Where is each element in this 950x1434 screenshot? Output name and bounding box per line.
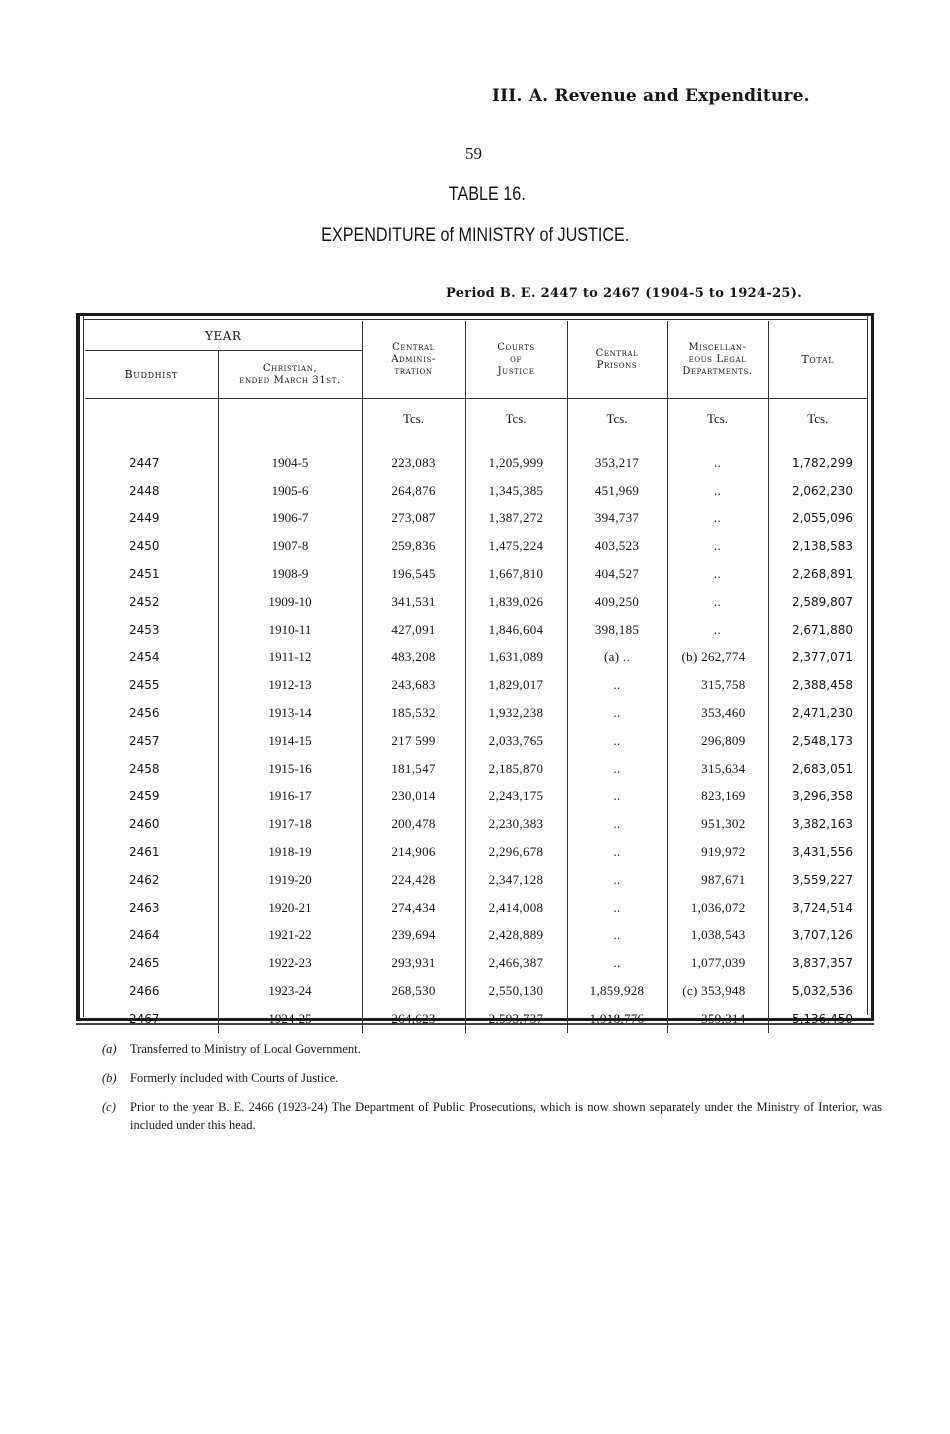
table-row xyxy=(85,866,867,894)
header-central-administration xyxy=(362,321,465,399)
cell-christian-year: 1921-22 xyxy=(218,922,362,950)
footnote-text: Prior to the year B. E. 2466 (1923-24) The Department of Public Prosecutions, which is now shown separately under the Ministry of Interior, was included under this head. xyxy=(130,1100,882,1132)
footnote-label: (c) xyxy=(102,1100,116,1114)
cell-christian-year: 1912-13 xyxy=(218,671,362,699)
table-row xyxy=(85,588,867,616)
units-central-prisons: Tcs. xyxy=(567,399,667,450)
table-row xyxy=(85,949,867,977)
cell-buddhist-year: 2449 xyxy=(85,505,218,533)
footnote-text: Transferred to Ministry of Local Government. xyxy=(130,1042,361,1056)
units-courts-of-justice: Tcs. xyxy=(465,399,567,450)
cell-courts-of-justice: 1,839,026 xyxy=(465,588,567,616)
footnotes xyxy=(102,1040,882,1145)
cell-central-administration: 427,091 xyxy=(362,616,465,644)
cell-courts-of-justice: 1,667,810 xyxy=(465,560,567,588)
units-christian xyxy=(218,399,362,450)
table-row xyxy=(85,755,867,783)
table-border-top-inner xyxy=(83,319,868,320)
cell-buddhist-year: 2451 xyxy=(85,560,218,588)
cell-buddhist-year: 2461 xyxy=(85,838,218,866)
header-text: ended March 31st. xyxy=(239,374,341,386)
table-row xyxy=(85,560,867,588)
cell-total: 3,724,514 xyxy=(791,900,854,915)
section-header: III. A. Revenue and Expenditure. xyxy=(492,86,810,106)
cell-central-prisons: .. xyxy=(567,922,667,950)
cell-buddhist-year: 2465 xyxy=(85,949,218,977)
cell-courts-of-justice: 2,428,889 xyxy=(465,922,567,950)
cell-central-administration: 483,208 xyxy=(362,644,465,672)
cell-central-prisons: 451,969 xyxy=(567,477,667,505)
cell-total: 2,138,583 xyxy=(791,539,854,554)
cell-misc-legal-departments: .. xyxy=(667,616,768,644)
cell-central-prisons: 1,918,776 xyxy=(567,1005,667,1033)
cell-misc-legal-departments: .. xyxy=(667,560,768,588)
cell-buddhist-year: 2452 xyxy=(85,588,218,616)
table-row xyxy=(85,671,867,699)
cell-central-prisons: 409,250 xyxy=(567,588,667,616)
cell-central-prisons: .. xyxy=(567,783,667,811)
table-title xyxy=(0,184,950,206)
cell-buddhist-year: 2457 xyxy=(85,727,218,755)
cell-buddhist-year: 2464 xyxy=(85,922,218,950)
cell-courts-of-justice: 1,829,017 xyxy=(465,671,567,699)
table-subtitle-text: EXPENDITURE of MINISTRY of JUSTICE. xyxy=(320,225,630,246)
table-row xyxy=(85,922,867,950)
table-row xyxy=(85,699,867,727)
cell-misc-legal-departments: 987,671 xyxy=(667,866,768,894)
cell-misc-legal-departments: 1,077,039 xyxy=(667,949,768,977)
footnote-c xyxy=(102,1098,882,1134)
table-header xyxy=(85,321,867,449)
table-border-right-inner xyxy=(867,315,868,1015)
cell-courts-of-justice: 2,296,678 xyxy=(465,838,567,866)
footnote-b xyxy=(102,1069,882,1087)
table-row xyxy=(85,616,867,644)
cell-central-prisons: .. xyxy=(567,671,667,699)
cell-total: 2,268,891 xyxy=(791,567,854,582)
cell-central-prisons: 404,527 xyxy=(567,560,667,588)
cell-central-administration: 243,683 xyxy=(362,671,465,699)
table-row xyxy=(85,894,867,922)
cell-central-administration: 268,530 xyxy=(362,977,465,1005)
table-row xyxy=(85,532,867,560)
units-central-administration: Tcs. xyxy=(362,399,465,450)
cell-courts-of-justice: 2,550,130 xyxy=(465,977,567,1005)
cell-buddhist-year: 2460 xyxy=(85,810,218,838)
cell-courts-of-justice: 2,033,765 xyxy=(465,727,567,755)
header-total: Total xyxy=(768,321,867,399)
cell-misc-legal-departments: (b) 262,774 xyxy=(667,644,768,672)
footnote-label: (a) xyxy=(102,1042,117,1056)
cell-christian-year: 1913-14 xyxy=(218,699,362,727)
cell-central-administration: 223,083 xyxy=(362,449,465,477)
cell-buddhist-year: 2458 xyxy=(85,755,218,783)
footnote-a xyxy=(102,1040,882,1058)
header-misc-legal-departments xyxy=(667,321,768,399)
cell-courts-of-justice: 2,243,175 xyxy=(465,783,567,811)
cell-courts-of-justice: 1,932,238 xyxy=(465,699,567,727)
cell-buddhist-year: 2455 xyxy=(85,671,218,699)
cell-central-prisons: .. xyxy=(567,699,667,727)
cell-misc-legal-departments: 315,758 xyxy=(667,671,768,699)
cell-central-prisons: 1,859,928 xyxy=(567,977,667,1005)
cell-central-administration: 230,014 xyxy=(362,783,465,811)
table-row xyxy=(85,1005,867,1033)
cell-total: 2,548,173 xyxy=(791,733,854,748)
expenditure-table-frame xyxy=(76,313,874,1025)
table-body xyxy=(85,449,867,1033)
cell-misc-legal-departments: 353,460 xyxy=(667,699,768,727)
header-text: Courts xyxy=(497,341,535,353)
cell-christian-year: 1923-24 xyxy=(218,977,362,1005)
cell-central-administration: 217 599 xyxy=(362,727,465,755)
header-central-prisons xyxy=(567,321,667,399)
cell-courts-of-justice: 1,846,604 xyxy=(465,616,567,644)
table-border-top xyxy=(76,313,874,316)
header-christian xyxy=(218,351,362,399)
cell-total: 1,782,299 xyxy=(791,455,854,470)
table-row xyxy=(85,644,867,672)
header-text: Departments. xyxy=(682,365,753,377)
cell-central-administration: 224,428 xyxy=(362,866,465,894)
cell-total: 2,671,880 xyxy=(791,622,854,637)
expenditure-table xyxy=(85,321,867,1033)
cell-buddhist-year: 2454 xyxy=(85,644,218,672)
table-row xyxy=(85,838,867,866)
cell-buddhist-year: 2456 xyxy=(85,699,218,727)
units-misc-legal-departments: Tcs. xyxy=(667,399,768,450)
cell-central-administration: 259,836 xyxy=(362,532,465,560)
header-text: Christian, xyxy=(262,362,318,374)
cell-courts-of-justice: 2,593,737 xyxy=(465,1005,567,1033)
cell-central-prisons: .. xyxy=(567,949,667,977)
cell-central-administration: 264,623 xyxy=(362,1005,465,1033)
table-title-text: TABLE 16. xyxy=(449,184,526,205)
cell-central-prisons: .. xyxy=(567,866,667,894)
cell-buddhist-year: 2462 xyxy=(85,866,218,894)
units-buddhist xyxy=(85,399,218,450)
cell-total: 5,032,536 xyxy=(791,984,854,999)
table-row xyxy=(85,810,867,838)
table-row xyxy=(85,505,867,533)
cell-total: 3,296,358 xyxy=(791,789,854,804)
cell-total: 3,837,357 xyxy=(791,956,854,971)
table-subtitle xyxy=(0,225,950,247)
header-text: eous Legal xyxy=(688,353,747,365)
header-text: Central xyxy=(392,341,435,353)
cell-courts-of-justice: 2,185,870 xyxy=(465,755,567,783)
table-border-right xyxy=(871,313,874,1021)
cell-central-prisons: 398,185 xyxy=(567,616,667,644)
cell-courts-of-justice: 1,387,272 xyxy=(465,505,567,533)
cell-buddhist-year: 2450 xyxy=(85,532,218,560)
cell-central-administration: 196,545 xyxy=(362,560,465,588)
cell-christian-year: 1905-6 xyxy=(218,477,362,505)
cell-misc-legal-departments: .. xyxy=(667,588,768,616)
header-text: tration xyxy=(394,365,433,377)
header-buddhist: Buddhist xyxy=(85,351,218,399)
cell-christian-year: 1915-16 xyxy=(218,755,362,783)
cell-christian-year: 1920-21 xyxy=(218,894,362,922)
header-text: Miscellan- xyxy=(688,341,747,353)
cell-christian-year: 1922-23 xyxy=(218,949,362,977)
cell-christian-year: 1909-10 xyxy=(218,588,362,616)
table-border-left xyxy=(76,313,80,1021)
header-courts-of-justice xyxy=(465,321,567,399)
cell-christian-year: 1910-11 xyxy=(218,616,362,644)
cell-total: 3,559,227 xyxy=(791,872,854,887)
cell-central-administration: 341,531 xyxy=(362,588,465,616)
header-year: YEAR xyxy=(85,321,362,351)
cell-misc-legal-departments: 296,809 xyxy=(667,727,768,755)
cell-central-administration: 274,434 xyxy=(362,894,465,922)
cell-courts-of-justice: 1,631,089 xyxy=(465,644,567,672)
footnote-label: (b) xyxy=(102,1071,117,1085)
cell-christian-year: 1914-15 xyxy=(218,727,362,755)
cell-total: 3,382,163 xyxy=(791,817,854,832)
table-row xyxy=(85,977,867,1005)
table-row xyxy=(85,783,867,811)
header-text: of xyxy=(510,353,522,365)
header-text: Central xyxy=(595,347,639,359)
cell-christian-year: 1904-5 xyxy=(218,449,362,477)
cell-misc-legal-departments: 951,302 xyxy=(667,810,768,838)
cell-courts-of-justice: 2,414,008 xyxy=(465,894,567,922)
table-row xyxy=(85,477,867,505)
cell-misc-legal-departments: 823,169 xyxy=(667,783,768,811)
cell-central-administration: 181,547 xyxy=(362,755,465,783)
cell-misc-legal-departments: .. xyxy=(667,449,768,477)
cell-total: 2,589,807 xyxy=(791,594,854,609)
table-border-left-inner xyxy=(83,315,84,1017)
cell-central-prisons: .. xyxy=(567,755,667,783)
cell-misc-legal-departments: 359,314 xyxy=(667,1005,768,1033)
cell-christian-year: 1906-7 xyxy=(218,505,362,533)
cell-misc-legal-departments: .. xyxy=(667,477,768,505)
cell-christian-year: 1924-25 xyxy=(218,1005,362,1033)
cell-central-administration: 214,906 xyxy=(362,838,465,866)
cell-total: 2,062,230 xyxy=(791,483,854,498)
cell-christian-year: 1917-18 xyxy=(218,810,362,838)
cell-buddhist-year: 2453 xyxy=(85,616,218,644)
cell-buddhist-year: 2463 xyxy=(85,894,218,922)
cell-christian-year: 1911-12 xyxy=(218,644,362,672)
cell-buddhist-year: 2448 xyxy=(85,477,218,505)
cell-total: 5,136,450 xyxy=(791,1011,854,1026)
units-total: Tcs. xyxy=(807,411,829,426)
cell-courts-of-justice: 2,347,128 xyxy=(465,866,567,894)
cell-central-administration: 273,087 xyxy=(362,505,465,533)
cell-total: 3,431,556 xyxy=(791,845,854,860)
cell-central-prisons: 353,217 xyxy=(567,449,667,477)
cell-total: 2,471,230 xyxy=(791,706,854,721)
cell-central-prisons: .. xyxy=(567,727,667,755)
cell-buddhist-year: 2466 xyxy=(85,977,218,1005)
cell-christian-year: 1918-19 xyxy=(218,838,362,866)
period-caption: Period B. E. 2447 to 2467 (1904-5 to 1924-25). xyxy=(446,286,803,301)
cell-central-administration: 264,876 xyxy=(362,477,465,505)
cell-christian-year: 1908-9 xyxy=(218,560,362,588)
cell-total: 2,055,096 xyxy=(791,511,854,526)
cell-central-administration: 293,931 xyxy=(362,949,465,977)
cell-misc-legal-departments: .. xyxy=(667,505,768,533)
cell-misc-legal-departments: 1,038,543 xyxy=(667,922,768,950)
header-text: Adminis- xyxy=(391,353,436,365)
cell-misc-legal-departments: 1,036,072 xyxy=(667,894,768,922)
cell-total: 3,707,126 xyxy=(791,928,854,943)
cell-total: 2,388,458 xyxy=(791,678,854,693)
cell-courts-of-justice: 2,230,383 xyxy=(465,810,567,838)
cell-buddhist-year: 2447 xyxy=(85,449,218,477)
cell-central-administration: 239,694 xyxy=(362,922,465,950)
cell-central-prisons: .. xyxy=(567,838,667,866)
cell-courts-of-justice: 1,345,385 xyxy=(465,477,567,505)
cell-misc-legal-departments: 919,972 xyxy=(667,838,768,866)
header-text: Justice xyxy=(497,365,535,377)
cell-central-prisons: .. xyxy=(567,810,667,838)
table-row xyxy=(85,727,867,755)
cell-central-prisons: 403,523 xyxy=(567,532,667,560)
cell-central-prisons: (a) .. xyxy=(567,644,667,672)
cell-courts-of-justice: 2,466,387 xyxy=(465,949,567,977)
cell-misc-legal-departments: .. xyxy=(667,532,768,560)
cell-central-administration: 185,532 xyxy=(362,699,465,727)
footnote-text: Formerly included with Courts of Justice. xyxy=(130,1071,339,1085)
cell-central-prisons: 394,737 xyxy=(567,505,667,533)
cell-christian-year: 1916-17 xyxy=(218,783,362,811)
cell-christian-year: 1919-20 xyxy=(218,866,362,894)
cell-misc-legal-departments: (c) 353,948 xyxy=(667,977,768,1005)
cell-total: 2,377,071 xyxy=(791,650,854,665)
cell-buddhist-year: 2459 xyxy=(85,783,218,811)
cell-christian-year: 1907-8 xyxy=(218,532,362,560)
cell-central-prisons: .. xyxy=(567,894,667,922)
page-number: 59 xyxy=(465,144,482,163)
cell-misc-legal-departments: 315,634 xyxy=(667,755,768,783)
table-row xyxy=(85,449,867,477)
cell-central-administration: 200,478 xyxy=(362,810,465,838)
cell-courts-of-justice: 1,205,999 xyxy=(465,449,567,477)
header-text: Prisons xyxy=(596,359,638,371)
cell-buddhist-year: 2467 xyxy=(85,1005,218,1033)
cell-courts-of-justice: 1,475,224 xyxy=(465,532,567,560)
cell-total: 2,683,051 xyxy=(791,761,854,776)
